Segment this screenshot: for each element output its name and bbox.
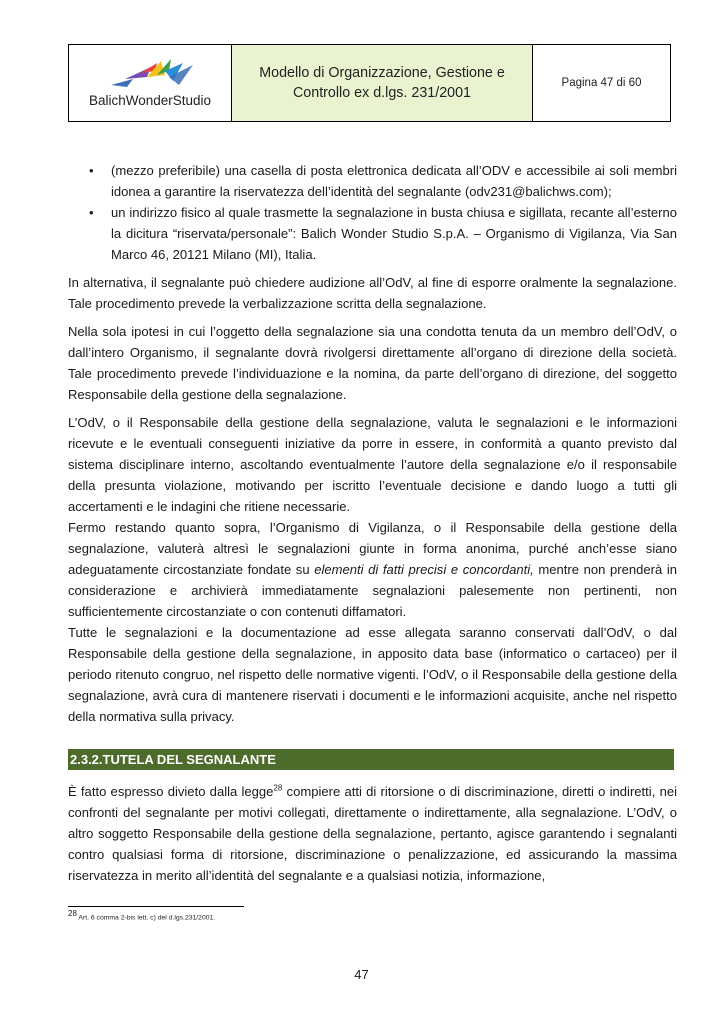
paragraph-audizione: In alternativa, il segnalante può chiedere audizione all’OdV, al fine di esporre oralmente la segnalazione. Tale procedimento prevede la verbalizzazione scritta della segnalazione. xyxy=(68,275,677,311)
company-logo xyxy=(107,57,195,91)
page-number: 47 xyxy=(354,967,369,982)
footnote-reference[interactable]: 28 xyxy=(273,783,283,793)
paragraph-text: È fatto espresso divieto dalla legge xyxy=(68,784,274,799)
footnote-divider xyxy=(68,906,244,907)
paragraph-anonime xyxy=(68,517,677,622)
paragraph-text: Fermo restando quanto sopra, l’Organismo di Vigilanza, o il Responsabile della gestione della segnalazione, valuterà altresì le segnalazioni giunte in forma anonima, purché anch’esse siano adeguatamente circostanziate fondate su xyxy=(68,520,677,577)
footnote xyxy=(68,909,216,922)
section-content xyxy=(68,781,677,886)
list-item-text: (mezzo preferibile) una casella di posta elettronica dedicata all’ODV e accessibile ai soli membri idonea a garantire la riservatezza dell’identità del segnalante (odv231@balichws.com); xyxy=(111,163,677,199)
document-title xyxy=(232,45,533,121)
footnote-text: Art. 6 comma 2-bis lett. c) del d.lgs.231/2001. xyxy=(76,914,216,922)
paragraph-ipotesi-odv: Nella sola ipotesi in cui l’oggetto della segnalazione sia una condotta tenuta da un membro dell’OdV, o dall’intero Organismo, il segnalante dovrà rivolgersi direttamente all’organo di direzione della società. Tale procedimento prevede l’individuazione e la nomina, da parte dell’organo di direzione, del soggetto Responsabile della gestione della segnalazione. xyxy=(68,324,677,402)
logo-text: BalichWonderStudio xyxy=(88,93,212,108)
list-item-text: un indirizzo fisico al quale trasmette la segnalazione in busta chiusa e sigillata, recante all’esterno la dicitura “riservata/personale”: Balich Wonder Studio S.p.A. – Organismo di Vigilanza, Via San Marco 46, 20121 Milano (MI), Italia. xyxy=(111,205,677,262)
title-line-2: Controllo ex d.lgs. 231/2001 xyxy=(292,85,472,101)
italic-phrase: elementi di fatti precisi e concordanti, xyxy=(314,562,534,577)
paragraph-text: mentre non prenderà in considerazione e archivierà immediatamente segnalazioni palesemente non pertinenti, non sufficientemente circostanziate o con contenuti diffamatori. xyxy=(68,562,677,619)
list-item xyxy=(68,160,677,202)
bullet-icon: • xyxy=(89,205,94,220)
bullet-icon: • xyxy=(89,163,94,178)
page-indicator: Pagina 47 di 60 xyxy=(561,77,642,89)
paragraph-text: compiere atti di ritorsione o di discriminazione, diretti o indiretti, nei confronti del segnalante per motivi collegati, direttamente o indirettamente, alla segnalazione. L’OdV, o altro soggetto Responsabile della gestione della segnalazione, pertanto, agisce garantendo i segnalanti contro qualsiasi forma di ritorsione, discriminazione o penalizzazione, ed assicurando la massima riservatezza in merito all’identità del segnalante e a qualsiasi notizia, informazione, xyxy=(68,784,677,883)
section-heading: 2.3.2.TUTELA DEL SEGNALANTE xyxy=(68,749,674,770)
logo-cell xyxy=(69,45,232,121)
paragraph-tutela xyxy=(68,781,677,886)
paragraph-conservazione: Tutte le segnalazioni e la documentazione ad esse allegata saranno conservati dall’OdV, o dal Responsabile della gestione della segnalazione, in apposito data base (informatico o cartaceo) per il periodo ritenuto congruo, nel rispetto delle normative vigenti. l’OdV, o il Responsabile della gestione della segnalazione, avrà cura di mantenere riservati i documenti e le informazioni acquisite, anche nel rispetto della normativa sulla privacy. xyxy=(68,625,677,724)
footnote-number: 28 xyxy=(68,909,77,918)
title-line-1: Modello di Organizzazione, Gestione e xyxy=(259,65,505,81)
body-content xyxy=(68,160,677,727)
paragraph-valutazione: L’OdV, o il Responsabile della gestione della segnalazione, valuta le segnalazioni e le informazioni ricevute e le eventuali conseguenti iniziative da porre in essere, in conformità a quanto previsto dal sistema disciplinare interno, ascoltando eventualmente l’autore della segnalazione e/o il responsabile della presunta violazione, motivando per iscritto l’eventuale decisione e dando luogo a tutti gli accertamenti e le indagini che ritiene necessarie. xyxy=(68,415,677,514)
list-item xyxy=(68,202,677,265)
bullet-list xyxy=(68,160,677,265)
page-header xyxy=(68,44,671,122)
